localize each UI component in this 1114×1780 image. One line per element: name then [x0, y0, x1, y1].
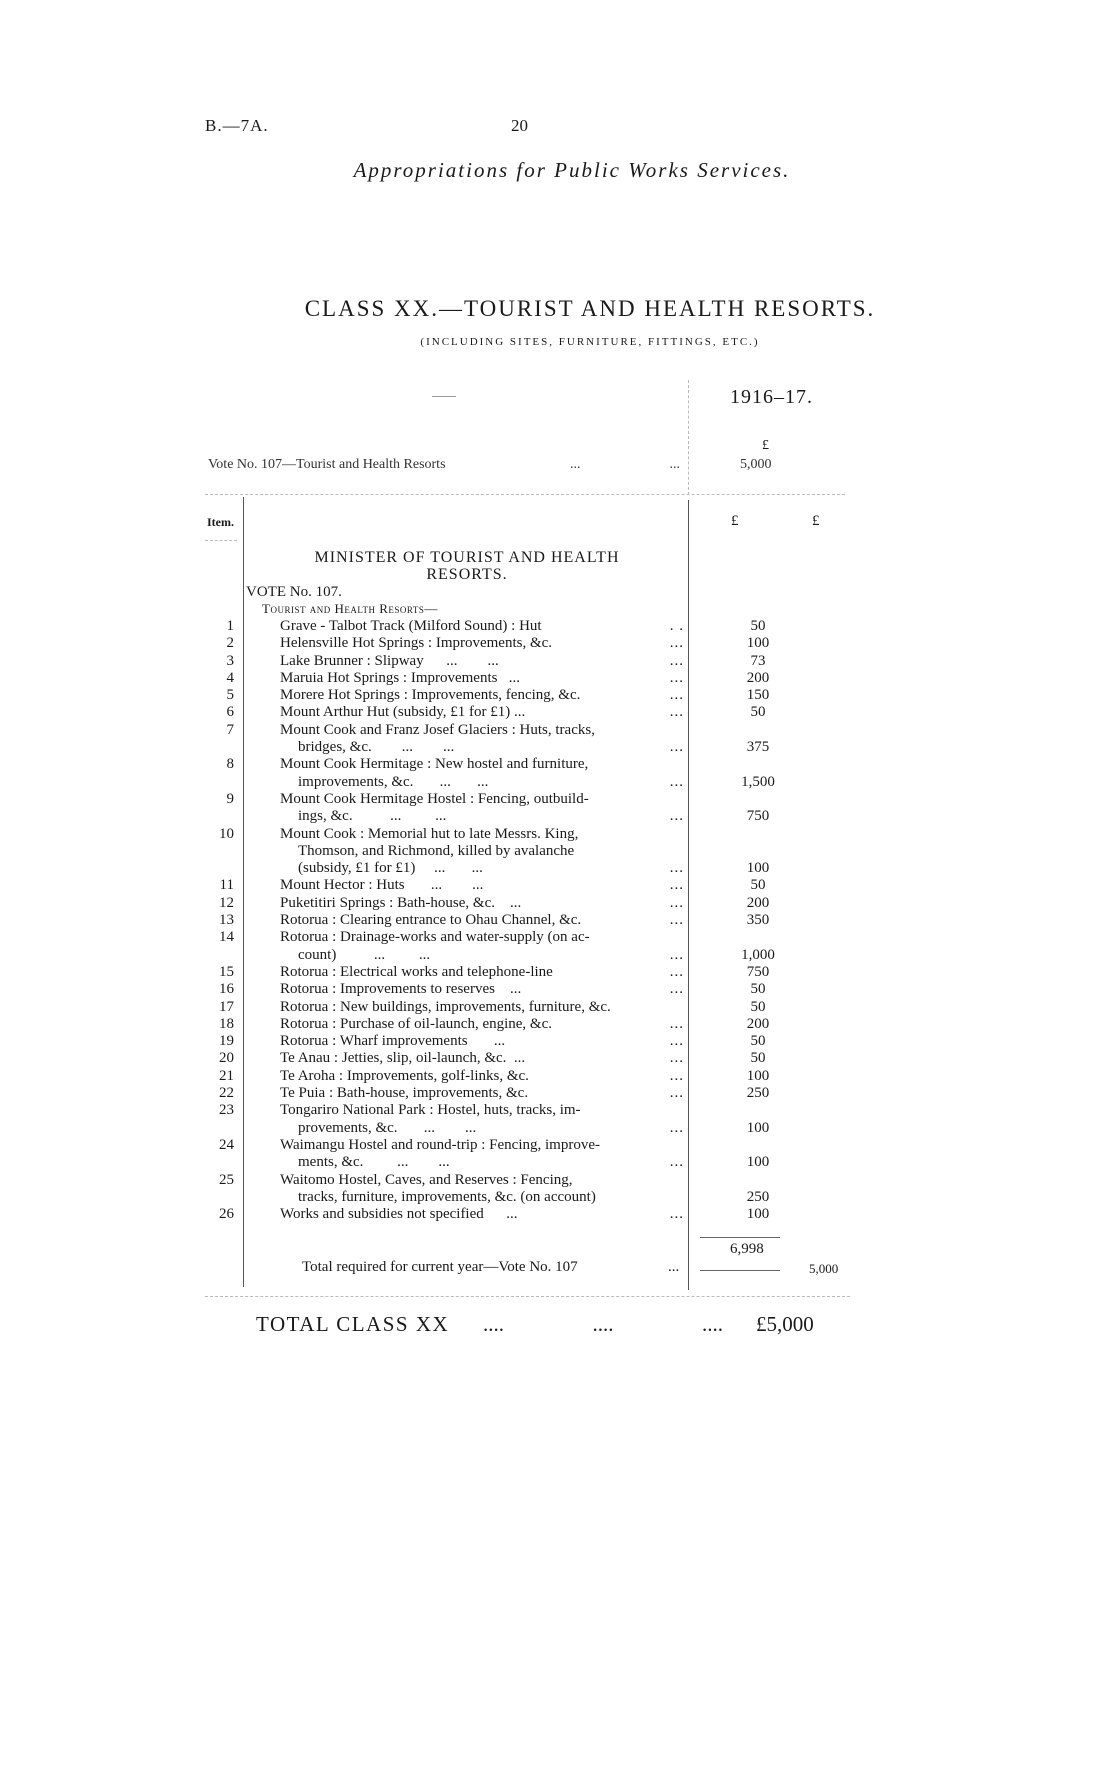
description-text: Tongariro National Park : Hostel, huts, tracks, im- [280, 1102, 581, 1119]
vote-summary-leader [570, 457, 680, 473]
item-amount: 50 [750, 877, 766, 894]
leader-dots: ... [669, 773, 684, 790]
description-line [280, 704, 684, 721]
description-line [280, 791, 684, 808]
description-text: Thomson, and Richmond, killed by avalanche [298, 842, 575, 859]
item-amount: 250 [746, 1085, 770, 1102]
description-text: ings, &c. ... ... [298, 808, 447, 825]
table-row [0, 1102, 1114, 1137]
divider [205, 540, 237, 541]
leader-dots: .... [483, 1312, 504, 1336]
table-row [0, 791, 1114, 826]
subtotal-amount: 6,998 [730, 1241, 764, 1257]
grand-total-leader [483, 1312, 723, 1337]
table-row [0, 618, 1114, 635]
item-description [280, 1016, 684, 1033]
divider [205, 1296, 850, 1297]
table-row [0, 964, 1114, 981]
leader-dots: ... [669, 652, 684, 669]
description-line [280, 947, 684, 964]
description-line [280, 722, 684, 739]
leader-dots: ... [669, 808, 684, 825]
description-line [280, 895, 684, 912]
description-text: Mount Hector : Huts ... ... [280, 877, 484, 894]
leader-dots: ... [669, 894, 684, 911]
description-line [280, 774, 684, 791]
total-carried-amount: 5,000 [809, 1261, 839, 1276]
description-text: Waitomo Hostel, Caves, and Reserves : Fencing, [280, 1171, 573, 1188]
item-description [280, 877, 684, 894]
item-description [280, 1050, 684, 1067]
item-description [280, 981, 684, 998]
total-column-header: £ [812, 513, 820, 529]
description-text: count) ... ... [298, 946, 431, 963]
description-line [280, 739, 684, 756]
item-number: 10 [219, 825, 234, 842]
leader-dots: ... [669, 687, 684, 704]
item-description [280, 756, 684, 791]
description-text: Mount Cook Hermitage : New hostel and furniture, [280, 756, 589, 773]
leader-dots: ... [669, 1050, 684, 1067]
table-row [0, 826, 1114, 878]
table-row [0, 653, 1114, 670]
item-description [280, 722, 684, 757]
item-description [280, 687, 684, 704]
description-text: Works and subsidies not specified ... [280, 1206, 518, 1223]
description-text: Rotorua : New buildings, improvements, furniture, &c. [280, 998, 611, 1015]
description-line [280, 653, 684, 670]
description-line [280, 1189, 684, 1206]
description-line [280, 618, 684, 635]
description-line [280, 687, 684, 704]
description-line [280, 1120, 684, 1137]
leader-dots: ... [669, 963, 684, 980]
leader-dots: .... [592, 1312, 614, 1336]
item-description [280, 1102, 684, 1137]
divider [700, 1237, 780, 1238]
item-number: 8 [226, 756, 234, 773]
description-line [280, 670, 684, 687]
description-text: Te Aroha : Improvements, golf-links, &c. [280, 1067, 529, 1084]
item-description [280, 912, 684, 929]
item-amount: 750 [746, 963, 770, 980]
item-number: 22 [219, 1085, 234, 1102]
page-title: Appropriations for Public Works Services. [353, 158, 791, 182]
grand-total-label: TOTAL CLASS XX [256, 1312, 450, 1336]
items-list [0, 618, 1114, 1223]
description-line [280, 1085, 684, 1102]
column-rule [688, 380, 689, 495]
item-description [280, 1137, 684, 1172]
item-amount: 150 [746, 687, 770, 704]
description-line [280, 929, 684, 946]
description-text: Mount Cook : Memorial hut to late Messrs. King, [280, 825, 579, 842]
item-amount: 375 [746, 739, 770, 756]
item-number: 26 [219, 1206, 234, 1223]
item-number: 19 [219, 1033, 234, 1050]
year-heading: 1916–17. [730, 386, 813, 408]
item-description [280, 895, 684, 912]
description-text: Rotorua : Electrical works and telephone-line [280, 963, 553, 980]
description-text: Morere Hot Springs : Improvements, fencing, &c. [280, 687, 581, 704]
description-line [280, 1016, 684, 1033]
item-number: 9 [226, 790, 234, 807]
item-number: 15 [219, 963, 234, 980]
description-text: Te Anau : Jetties, slip, oil-launch, &c. ... [280, 1050, 526, 1067]
item-description [280, 826, 684, 878]
vote-summary-label: Vote No. 107—Tourist and Health Resorts [208, 457, 446, 472]
class-title: CLASS XX.—TOURIST AND HEALTH RESORTS. [304, 296, 876, 321]
item-amount: 100 [746, 1119, 770, 1136]
description-line [280, 1206, 684, 1223]
leader-dots: ... [669, 1154, 684, 1171]
item-description [280, 1033, 684, 1050]
description-text: ments, &c. ... ... [298, 1154, 450, 1171]
description-line [280, 860, 684, 877]
description-line [280, 877, 684, 894]
table-row [0, 1068, 1114, 1085]
description-line [280, 1102, 684, 1119]
item-amount: 73 [750, 652, 766, 669]
divider [205, 494, 845, 495]
item-amount: 350 [746, 912, 770, 929]
description-line [280, 999, 684, 1016]
item-description [280, 964, 684, 981]
description-text: Mount Arthur Hut (subsidy, £1 for £1) ... [280, 704, 526, 721]
table-row [0, 704, 1114, 721]
description-line [280, 826, 684, 843]
item-description [280, 704, 684, 721]
description-text: Grave - Talbot Track (Milford Sound) : Hut [280, 618, 542, 634]
item-number: 3 [226, 652, 234, 669]
leader-dots: ... [570, 457, 581, 472]
description-line [280, 981, 684, 998]
description-line [280, 1154, 684, 1171]
item-description [280, 1068, 684, 1085]
description-text: Maruia Hot Springs : Improvements ... [280, 669, 520, 686]
table-row [0, 1137, 1114, 1172]
grand-total-amount: £5,000 [756, 1312, 814, 1336]
item-number: 7 [226, 721, 234, 738]
description-line [280, 1033, 684, 1050]
table-row [0, 1016, 1114, 1033]
leader-dots: ... [669, 1033, 684, 1050]
vote-number: VOTE No. 107. [246, 584, 342, 600]
leader-dots: ... [669, 739, 684, 756]
description-text: Rotorua : Purchase of oil-launch, engine, &c. [280, 1015, 553, 1032]
table-row [0, 929, 1114, 964]
table-row [0, 912, 1114, 929]
item-number: 25 [219, 1171, 234, 1188]
item-amount: 1,000 [741, 946, 775, 963]
leader-dots: ... [669, 1119, 684, 1136]
description-line [280, 1068, 684, 1085]
description-text: Mount Cook and Franz Josef Glaciers : Huts, tracks, [280, 721, 595, 738]
item-description [280, 1206, 684, 1223]
table-row [0, 756, 1114, 791]
leader-dots: . . [669, 618, 684, 634]
description-text: tracks, furniture, improvements, &c. (on account) [298, 1188, 596, 1205]
item-number: 12 [219, 894, 234, 911]
table-row [0, 1050, 1114, 1067]
leader-dots: ... [669, 912, 684, 929]
description-text: Rotorua : Drainage-works and water-supply (on ac- [280, 929, 590, 946]
item-number: 5 [226, 687, 234, 704]
item-amount: 200 [746, 894, 770, 911]
description-text: Waimangu Hostel and round-trip : Fencing, improve- [280, 1136, 600, 1153]
item-number: 6 [226, 704, 234, 721]
divider [700, 1270, 780, 1271]
item-amount: 50 [750, 1033, 766, 1050]
item-amount: 50 [750, 618, 766, 634]
item-amount: 200 [746, 669, 770, 686]
description-text: Rotorua : Clearing entrance to Ohau Channel, &c. [280, 912, 582, 929]
item-amount: 100 [746, 1206, 770, 1223]
item-amount: 50 [750, 1050, 766, 1067]
table-row [0, 1085, 1114, 1102]
item-amount: 100 [746, 635, 770, 652]
currency-symbol: £ [762, 438, 769, 453]
table-row [0, 635, 1114, 652]
leader-dots: ... [669, 981, 684, 998]
item-amount: 750 [746, 808, 770, 825]
table-row [0, 687, 1114, 704]
item-number: 1 [226, 618, 234, 634]
amount-column-header: £ [731, 513, 739, 529]
description-text: Helensville Hot Springs : Improvements, &c. [280, 635, 553, 652]
item-number: 20 [219, 1050, 234, 1067]
item-number: 23 [219, 1102, 234, 1119]
table-row [0, 1172, 1114, 1207]
table-row [0, 722, 1114, 757]
total-label: Total required for current year—Vote No. 107 [302, 1259, 578, 1275]
description-text: improvements, &c. ... ... [298, 773, 489, 790]
item-description [280, 653, 684, 670]
description-text: Rotorua : Improvements to reserves ... [280, 981, 522, 998]
item-amount: 100 [746, 1067, 770, 1084]
item-description [280, 999, 684, 1016]
description-text: (subsidy, £1 for £1) ... ... [298, 860, 483, 877]
table-row [0, 877, 1114, 894]
description-line [280, 964, 684, 981]
item-number: 21 [219, 1067, 234, 1084]
leader-dots: ... [669, 946, 684, 963]
description-line [280, 912, 684, 929]
item-number: 4 [226, 669, 234, 686]
item-number: 14 [219, 929, 234, 946]
item-description [280, 929, 684, 964]
item-amount: 50 [750, 704, 766, 721]
leader-dots: ... [669, 669, 684, 686]
item-amount: 50 [750, 981, 766, 998]
item-amount: 50 [750, 998, 766, 1015]
leader-dots: ... [669, 457, 680, 472]
leader-dots: ... [669, 635, 684, 652]
item-amount: 100 [746, 1154, 770, 1171]
leader-dots: ... [669, 860, 684, 877]
leader-dots: ... [669, 1206, 684, 1223]
description-text: Lake Brunner : Slipway ... ... [280, 652, 499, 669]
vote-summary-amount: 5,000 [740, 457, 772, 472]
item-description [280, 635, 684, 652]
table-row [0, 999, 1114, 1016]
item-number: 16 [219, 981, 234, 998]
document-reference: B.—7A. [205, 116, 269, 135]
item-description [280, 791, 684, 826]
page-number: 20 [511, 116, 528, 135]
leader-dots: ... [669, 1015, 684, 1032]
description-line [280, 756, 684, 773]
description-line [280, 1172, 684, 1189]
table-row [0, 670, 1114, 687]
item-description [280, 670, 684, 687]
description-text: Te Puia : Bath-house, improvements, &c. [280, 1085, 529, 1102]
divider [432, 396, 456, 397]
description-line [280, 843, 684, 860]
description-line [280, 1137, 684, 1154]
item-amount: 250 [746, 1188, 770, 1205]
item-amount: 200 [746, 1015, 770, 1032]
item-column-header: Item. [207, 515, 234, 529]
item-number: 2 [226, 635, 234, 652]
leader-dots: ... [669, 704, 684, 721]
leader-dots: .... [702, 1312, 723, 1336]
class-subtitle: (INCLUDING SITES, FURNITURE, FITTINGS, ETC.) [420, 336, 760, 348]
item-number: 13 [219, 912, 234, 929]
leader-dots: ... [669, 1067, 684, 1084]
item-description [280, 1085, 684, 1102]
description-line [280, 808, 684, 825]
description-text: Puketitiri Springs : Bath-house, &c. ... [280, 894, 522, 911]
description-text: Mount Cook Hermitage Hostel : Fencing, outbuild- [280, 790, 589, 807]
description-line [280, 635, 684, 652]
item-number: 24 [219, 1136, 234, 1153]
item-amount: 100 [746, 860, 770, 877]
description-line [280, 1050, 684, 1067]
table-row [0, 1033, 1114, 1050]
section-heading: Tourist and Health Resorts— [262, 601, 438, 616]
table-row [0, 895, 1114, 912]
leader-dots: ... [669, 877, 684, 894]
item-amount: 1,500 [741, 773, 775, 790]
item-number: 18 [219, 1015, 234, 1032]
description-text: provements, &c. ... ... [298, 1119, 477, 1136]
table-row [0, 1206, 1114, 1223]
leader-dots: ... [668, 1259, 680, 1275]
item-description [280, 1172, 684, 1207]
description-text: bridges, &c. ... ... [298, 739, 455, 756]
table-row [0, 981, 1114, 998]
item-number: 17 [219, 998, 234, 1015]
item-number: 11 [219, 877, 234, 894]
minister-heading: MINISTER OF TOURIST AND HEALTH RESORTS. [314, 549, 620, 583]
leader-dots: ... [669, 1085, 684, 1102]
item-description [280, 618, 684, 635]
description-text: Rotorua : Wharf improvements ... [280, 1033, 506, 1050]
